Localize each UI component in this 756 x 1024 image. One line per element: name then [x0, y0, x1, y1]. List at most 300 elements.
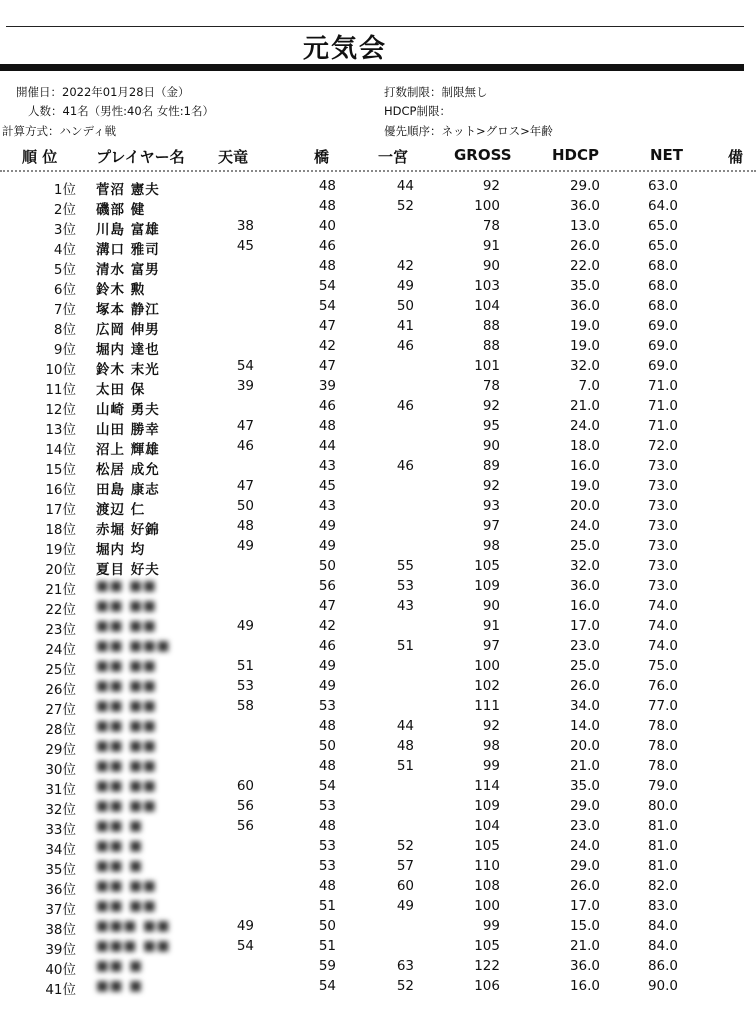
- hdcp-cell: 16.0: [569, 978, 600, 994]
- hdcp-cell: 24.0: [569, 518, 600, 534]
- rank-cell: 40位: [45, 962, 76, 978]
- hashi-score-cell: 42: [318, 618, 336, 634]
- header-rank: 順 位: [22, 148, 58, 166]
- ichimiya-score-cell: 46: [396, 398, 414, 414]
- hdcp-cell: 20.0: [569, 498, 600, 514]
- gross-cell: 88: [482, 338, 500, 354]
- tenryu-score-cell: 39: [236, 378, 254, 394]
- player-name-cell: ■■■ ■■: [96, 938, 171, 954]
- tenryu-score-cell: 45: [236, 238, 254, 254]
- meta-count: 人数：41名（男性:40名 女性:1名）: [28, 104, 214, 118]
- hashi-score-cell: 51: [318, 938, 336, 954]
- hashi-score-cell: 43: [318, 458, 336, 474]
- table-row: [0, 236, 756, 256]
- hashi-score-cell: 54: [318, 278, 336, 294]
- ichimiya-score-cell: 52: [396, 838, 414, 854]
- gross-cell: 106: [474, 978, 500, 994]
- header-divider: [0, 170, 756, 172]
- meta-priority: 優先順序：ネット>グロス>年齢: [384, 124, 553, 138]
- table-row: [0, 696, 756, 716]
- gross-cell: 92: [482, 398, 500, 414]
- meta-stroke-limit: 打数制限：制限無し: [384, 85, 488, 99]
- hdcp-cell: 19.0: [569, 338, 600, 354]
- gross-cell: 108: [474, 878, 500, 894]
- table-row: [0, 956, 756, 976]
- rank-cell: 2位: [53, 202, 76, 218]
- table-row: [0, 576, 756, 596]
- hdcp-cell: 22.0: [569, 258, 600, 274]
- header-hashi: 橋: [314, 148, 330, 166]
- rank-cell: 23位: [45, 622, 76, 638]
- hdcp-cell: 17.0: [569, 898, 600, 914]
- hashi-score-cell: 53: [318, 858, 336, 874]
- table-row: [0, 936, 756, 956]
- hdcp-cell: 36.0: [569, 298, 600, 314]
- rank-cell: 33位: [45, 822, 76, 838]
- hdcp-cell: 16.0: [569, 598, 600, 614]
- ichimiya-score-cell: 51: [396, 638, 414, 654]
- hashi-score-cell: 54: [318, 778, 336, 794]
- gross-cell: 104: [474, 298, 500, 314]
- hdcp-cell: 19.0: [569, 478, 600, 494]
- table-row: [0, 596, 756, 616]
- rank-cell: 36位: [45, 882, 76, 898]
- table-row: [0, 436, 756, 456]
- net-cell: 69.0: [647, 318, 678, 334]
- table-row: [0, 476, 756, 496]
- hdcp-cell: 14.0: [569, 718, 600, 734]
- table-row: [0, 616, 756, 636]
- header-tenryu: 天竜: [218, 148, 249, 166]
- hdcp-cell: 13.0: [569, 218, 600, 234]
- table-row: [0, 876, 756, 896]
- gross-cell: 101: [474, 358, 500, 374]
- table-row: [0, 196, 756, 216]
- hashi-score-cell: 48: [318, 818, 336, 834]
- tenryu-score-cell: 47: [236, 418, 254, 434]
- hdcp-cell: 26.0: [569, 878, 600, 894]
- player-name-cell: ■■ ■■■: [96, 638, 171, 654]
- tenryu-score-cell: 46: [236, 438, 254, 454]
- ichimiya-score-cell: 51: [396, 758, 414, 774]
- hdcp-cell: 21.0: [569, 938, 600, 954]
- rank-cell: 6位: [53, 282, 76, 298]
- header-ichimiya: 一宮: [378, 148, 409, 166]
- rank-cell: 18位: [45, 522, 76, 538]
- player-name-cell: ■■ ■: [96, 818, 143, 834]
- hdcp-cell: 26.0: [569, 238, 600, 254]
- net-cell: 86.0: [647, 958, 678, 974]
- hdcp-cell: 29.0: [569, 858, 600, 874]
- ichimiya-score-cell: 52: [396, 978, 414, 994]
- tenryu-score-cell: 56: [236, 798, 254, 814]
- meta-calc: 計算方式：ハンディ戦: [2, 124, 117, 138]
- meta-hdcp-limit: HDCP制限：: [384, 104, 451, 118]
- table-row: [0, 496, 756, 516]
- player-name-cell: ■■ ■: [96, 978, 143, 994]
- gross-cell: 103: [474, 278, 500, 294]
- gross-cell: 91: [482, 238, 500, 254]
- table-row: [0, 296, 756, 316]
- player-name-cell: ■■ ■■: [96, 718, 157, 734]
- gross-cell: 91: [482, 618, 500, 634]
- net-cell: 74.0: [647, 598, 678, 614]
- gross-cell: 92: [482, 478, 500, 494]
- hashi-score-cell: 46: [318, 238, 336, 254]
- ichimiya-score-cell: 57: [396, 858, 414, 874]
- net-cell: 74.0: [647, 618, 678, 634]
- hdcp-cell: 34.0: [569, 698, 600, 714]
- net-cell: 79.0: [647, 778, 678, 794]
- ichimiya-score-cell: 53: [396, 578, 414, 594]
- player-name-cell: 清水 富男: [96, 262, 160, 278]
- hashi-score-cell: 48: [318, 878, 336, 894]
- hashi-score-cell: 44: [318, 438, 336, 454]
- tenryu-score-cell: 48: [236, 518, 254, 534]
- table-row: [0, 756, 756, 776]
- hashi-score-cell: 49: [318, 538, 336, 554]
- header-player: プレイヤー名: [96, 148, 185, 166]
- hdcp-cell: 16.0: [569, 458, 600, 474]
- hashi-score-cell: 53: [318, 798, 336, 814]
- gross-cell: 93: [482, 498, 500, 514]
- player-name-cell: ■■ ■: [96, 838, 143, 854]
- hdcp-cell: 19.0: [569, 318, 600, 334]
- player-name-cell: ■■ ■: [96, 858, 143, 874]
- player-name-cell: 山田 勝幸: [96, 422, 160, 438]
- net-cell: 90.0: [647, 978, 678, 994]
- hashi-score-cell: 54: [318, 978, 336, 994]
- page-title: 元気会: [302, 34, 387, 64]
- gross-cell: 97: [482, 518, 500, 534]
- net-cell: 69.0: [647, 358, 678, 374]
- gross-cell: 98: [482, 738, 500, 754]
- net-cell: 81.0: [647, 818, 678, 834]
- meta-date: 開催日：2022年01月28日（金）: [16, 85, 190, 99]
- ichimiya-score-cell: 63: [396, 958, 414, 974]
- table-row: [0, 896, 756, 916]
- hashi-score-cell: 42: [318, 338, 336, 354]
- rank-cell: 41位: [45, 982, 76, 998]
- gross-cell: 114: [474, 778, 500, 794]
- rank-cell: 10位: [45, 362, 76, 378]
- net-cell: 68.0: [647, 298, 678, 314]
- tenryu-score-cell: 49: [236, 538, 254, 554]
- hashi-score-cell: 46: [318, 398, 336, 414]
- table-row: [0, 656, 756, 676]
- gross-cell: 102: [474, 678, 500, 694]
- gross-cell: 90: [482, 438, 500, 454]
- net-cell: 81.0: [647, 858, 678, 874]
- table-row: [0, 856, 756, 876]
- net-cell: 68.0: [647, 258, 678, 274]
- net-cell: 73.0: [647, 538, 678, 554]
- net-cell: 73.0: [647, 478, 678, 494]
- net-cell: 65.0: [647, 218, 678, 234]
- hdcp-cell: 15.0: [569, 918, 600, 934]
- net-cell: 71.0: [647, 398, 678, 414]
- player-name-cell: 鈴木 末光: [96, 362, 160, 378]
- player-name-cell: 田島 康志: [96, 482, 160, 498]
- rank-cell: 27位: [45, 702, 76, 718]
- ichimiya-score-cell: 46: [396, 338, 414, 354]
- player-name-cell: 夏目 好夫: [96, 562, 160, 578]
- player-name-cell: 磯部 健: [96, 202, 146, 218]
- net-cell: 71.0: [647, 378, 678, 394]
- tenryu-score-cell: 60: [236, 778, 254, 794]
- player-name-cell: ■■ ■■: [96, 578, 157, 594]
- hdcp-cell: 36.0: [569, 198, 600, 214]
- player-name-cell: 渡辺 仁: [96, 502, 146, 518]
- table-header: [0, 146, 756, 168]
- net-cell: 84.0: [647, 918, 678, 934]
- rank-cell: 13位: [45, 422, 76, 438]
- player-name-cell: ■■ ■■: [96, 698, 157, 714]
- hdcp-cell: 35.0: [569, 778, 600, 794]
- rank-cell: 25位: [45, 662, 76, 678]
- ichimiya-score-cell: 42: [396, 258, 414, 274]
- table-row: [0, 176, 756, 196]
- hashi-score-cell: 48: [318, 758, 336, 774]
- player-name-cell: ■■ ■■: [96, 898, 157, 914]
- net-cell: 84.0: [647, 938, 678, 954]
- rank-cell: 19位: [45, 542, 76, 558]
- player-name-cell: ■■ ■■: [96, 598, 157, 614]
- rank-cell: 39位: [45, 942, 76, 958]
- rank-cell: 15位: [45, 462, 76, 478]
- hdcp-cell: 25.0: [569, 658, 600, 674]
- table-row: [0, 716, 756, 736]
- net-cell: 80.0: [647, 798, 678, 814]
- gross-cell: 89: [482, 458, 500, 474]
- table-row: [0, 916, 756, 936]
- table-row: [0, 516, 756, 536]
- table-row: [0, 536, 756, 556]
- hdcp-cell: 21.0: [569, 398, 600, 414]
- rank-cell: 5位: [53, 262, 76, 278]
- player-name-cell: ■■ ■■: [96, 758, 157, 774]
- ichimiya-score-cell: 49: [396, 898, 414, 914]
- gross-cell: 105: [474, 558, 500, 574]
- rank-cell: 32位: [45, 802, 76, 818]
- rank-cell: 24位: [45, 642, 76, 658]
- gross-cell: 98: [482, 538, 500, 554]
- header-hdcp: HDCP: [552, 146, 600, 164]
- table-row: [0, 336, 756, 356]
- player-name-cell: ■■ ■: [96, 958, 143, 974]
- player-name-cell: 溝口 雅司: [96, 242, 160, 258]
- rank-cell: 29位: [45, 742, 76, 758]
- tenryu-score-cell: 38: [236, 218, 254, 234]
- hashi-score-cell: 54: [318, 298, 336, 314]
- hdcp-cell: 36.0: [569, 578, 600, 594]
- hdcp-cell: 36.0: [569, 958, 600, 974]
- hdcp-cell: 21.0: [569, 758, 600, 774]
- player-name-cell: 山崎 勇夫: [96, 402, 160, 418]
- table-row: [0, 636, 756, 656]
- hdcp-cell: 26.0: [569, 678, 600, 694]
- table-row: [0, 276, 756, 296]
- hdcp-cell: 25.0: [569, 538, 600, 554]
- rank-cell: 38位: [45, 922, 76, 938]
- hashi-score-cell: 51: [318, 898, 336, 914]
- table-row: [0, 556, 756, 576]
- net-cell: 73.0: [647, 518, 678, 534]
- hdcp-cell: 23.0: [569, 818, 600, 834]
- table-row: [0, 216, 756, 236]
- hashi-score-cell: 50: [318, 558, 336, 574]
- hashi-score-cell: 53: [318, 698, 336, 714]
- net-cell: 75.0: [647, 658, 678, 674]
- gross-cell: 92: [482, 178, 500, 194]
- net-cell: 73.0: [647, 458, 678, 474]
- table-row: [0, 456, 756, 476]
- rank-cell: 30位: [45, 762, 76, 778]
- rank-cell: 12位: [45, 402, 76, 418]
- hashi-score-cell: 39: [318, 378, 336, 394]
- tenryu-score-cell: 58: [236, 698, 254, 714]
- net-cell: 72.0: [647, 438, 678, 454]
- hashi-score-cell: 53: [318, 838, 336, 854]
- player-name-cell: 塚本 静江: [96, 302, 160, 318]
- ichimiya-score-cell: 46: [396, 458, 414, 474]
- gross-cell: 111: [474, 698, 500, 714]
- player-name-cell: 鈴木 勲: [96, 282, 146, 298]
- net-cell: 65.0: [647, 238, 678, 254]
- hashi-score-cell: 59: [318, 958, 336, 974]
- hashi-score-cell: 46: [318, 638, 336, 654]
- net-cell: 78.0: [647, 718, 678, 734]
- rank-cell: 11位: [45, 382, 76, 398]
- table-row: [0, 676, 756, 696]
- header-net: NET: [650, 146, 684, 164]
- hashi-score-cell: 47: [318, 358, 336, 374]
- rank-cell: 28位: [45, 722, 76, 738]
- tenryu-score-cell: 51: [236, 658, 254, 674]
- hashi-score-cell: 48: [318, 258, 336, 274]
- hdcp-cell: 17.0: [569, 618, 600, 634]
- rank-cell: 34位: [45, 842, 76, 858]
- hashi-score-cell: 50: [318, 918, 336, 934]
- net-cell: 73.0: [647, 578, 678, 594]
- hashi-score-cell: 50: [318, 738, 336, 754]
- gross-cell: 92: [482, 718, 500, 734]
- net-cell: 77.0: [647, 698, 678, 714]
- player-name-cell: 堀内 達也: [96, 342, 160, 358]
- gross-cell: 99: [482, 758, 500, 774]
- gross-cell: 104: [474, 818, 500, 834]
- ichimiya-score-cell: 41: [396, 318, 414, 334]
- results-table: [0, 176, 756, 996]
- player-name-cell: 広岡 伸男: [96, 322, 160, 338]
- gross-cell: 100: [474, 658, 500, 674]
- ichimiya-score-cell: 43: [396, 598, 414, 614]
- gross-cell: 105: [474, 838, 500, 854]
- player-name-cell: ■■ ■■: [96, 618, 157, 634]
- hdcp-cell: 18.0: [569, 438, 600, 454]
- ichimiya-score-cell: 44: [396, 718, 414, 734]
- hdcp-cell: 29.0: [569, 178, 600, 194]
- hashi-score-cell: 47: [318, 598, 336, 614]
- tenryu-score-cell: 49: [236, 918, 254, 934]
- hdcp-cell: 32.0: [569, 558, 600, 574]
- net-cell: 73.0: [647, 558, 678, 574]
- table-row: [0, 816, 756, 836]
- gross-cell: 105: [474, 938, 500, 954]
- gross-cell: 78: [482, 378, 500, 394]
- table-row: [0, 416, 756, 436]
- net-cell: 82.0: [647, 878, 678, 894]
- rank-cell: 4位: [53, 242, 76, 258]
- ichimiya-score-cell: 55: [396, 558, 414, 574]
- table-row: [0, 776, 756, 796]
- player-name-cell: 太田 保: [96, 382, 146, 398]
- hdcp-cell: 7.0: [578, 378, 600, 394]
- net-cell: 78.0: [647, 738, 678, 754]
- hashi-score-cell: 45: [318, 478, 336, 494]
- table-row: [0, 976, 756, 996]
- hashi-score-cell: 48: [318, 718, 336, 734]
- hashi-score-cell: 49: [318, 518, 336, 534]
- net-cell: 74.0: [647, 638, 678, 654]
- table-row: [0, 356, 756, 376]
- player-name-cell: ■■■ ■■: [96, 918, 171, 934]
- hdcp-cell: 29.0: [569, 798, 600, 814]
- gross-cell: 90: [482, 258, 500, 274]
- rank-cell: 16位: [45, 482, 76, 498]
- player-name-cell: 沼上 輝雄: [96, 442, 160, 458]
- hdcp-cell: 23.0: [569, 638, 600, 654]
- rank-cell: 3位: [53, 222, 76, 238]
- net-cell: 68.0: [647, 278, 678, 294]
- player-name-cell: 川島 富雄: [96, 222, 160, 238]
- net-cell: 76.0: [647, 678, 678, 694]
- table-row: [0, 376, 756, 396]
- gross-cell: 100: [474, 898, 500, 914]
- header-gross: GROSS: [454, 146, 512, 164]
- rank-cell: 7位: [53, 302, 76, 318]
- tenryu-score-cell: 54: [236, 938, 254, 954]
- hashi-score-cell: 47: [318, 318, 336, 334]
- gross-cell: 109: [474, 798, 500, 814]
- gross-cell: 97: [482, 638, 500, 654]
- rank-cell: 21位: [45, 582, 76, 598]
- net-cell: 64.0: [647, 198, 678, 214]
- hashi-score-cell: 48: [318, 178, 336, 194]
- ichimiya-score-cell: 49: [396, 278, 414, 294]
- table-row: [0, 396, 756, 416]
- hashi-score-cell: 48: [318, 418, 336, 434]
- rank-cell: 26位: [45, 682, 76, 698]
- player-name-cell: 松居 成允: [96, 462, 160, 478]
- player-name-cell: ■■ ■■: [96, 738, 157, 754]
- table-row: [0, 736, 756, 756]
- hdcp-cell: 35.0: [569, 278, 600, 294]
- gross-cell: 95: [482, 418, 500, 434]
- player-name-cell: ■■ ■■: [96, 658, 157, 674]
- top-rule: [6, 26, 744, 27]
- table-row: [0, 836, 756, 856]
- player-name-cell: ■■ ■■: [96, 678, 157, 694]
- rank-cell: 37位: [45, 902, 76, 918]
- hdcp-cell: 24.0: [569, 838, 600, 854]
- net-cell: 71.0: [647, 418, 678, 434]
- rank-cell: 14位: [45, 442, 76, 458]
- hashi-score-cell: 48: [318, 198, 336, 214]
- ichimiya-score-cell: 48: [396, 738, 414, 754]
- hashi-score-cell: 43: [318, 498, 336, 514]
- hashi-score-cell: 40: [318, 218, 336, 234]
